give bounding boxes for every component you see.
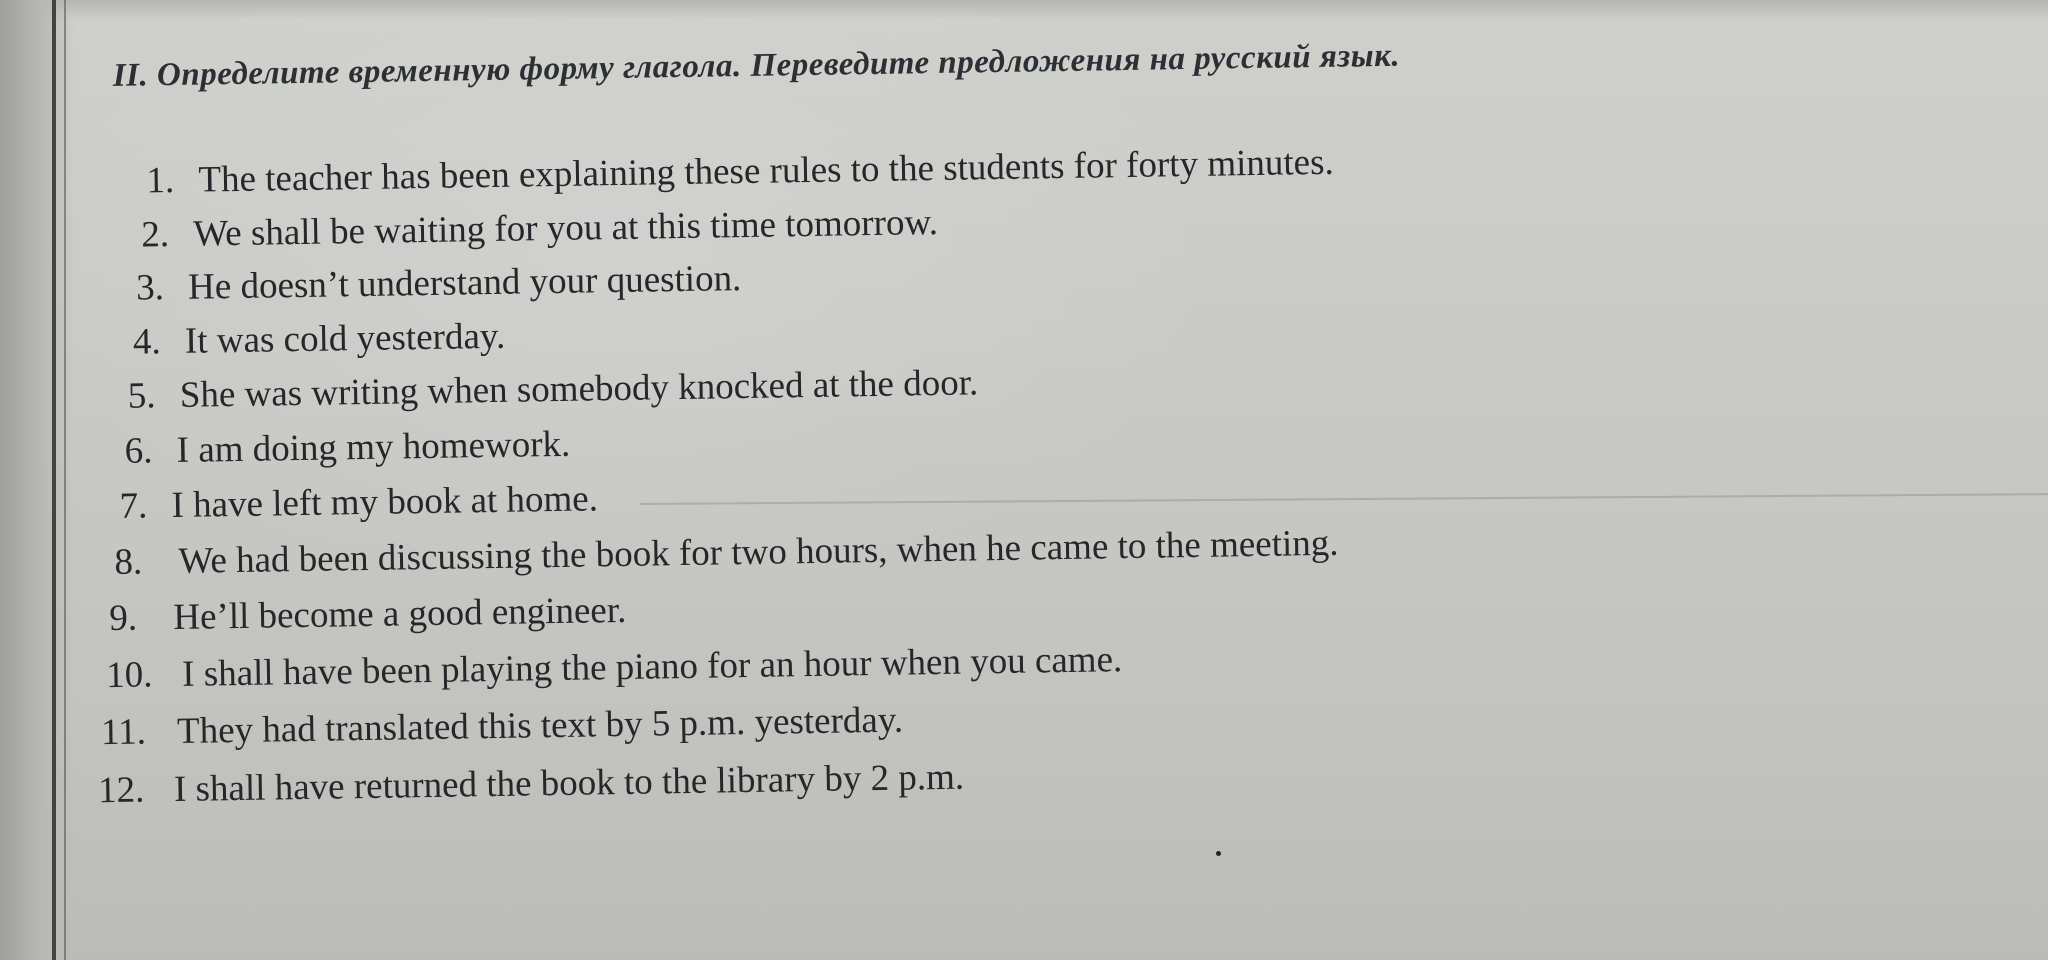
sentence-2 xyxy=(141,201,938,257)
exercise-heading: II. Определите временную форму глагола. Переведите предложения на русский язык. xyxy=(112,37,1401,94)
sentence-4 xyxy=(133,315,506,364)
sentence-text: It was cold yesterday. xyxy=(184,315,506,362)
sentence-12 xyxy=(98,756,965,813)
sentence-text: I shall have returned the book to the library by 2 p.m. xyxy=(173,756,965,811)
sentence-text: They had translated this text by 5 p.m. yesterday. xyxy=(176,699,904,752)
sentence-number: 4. xyxy=(132,321,162,363)
sentence-text: He doesn’t understand your question. xyxy=(187,258,742,308)
sentence-8 xyxy=(114,522,1339,584)
sentence-number: 1. xyxy=(146,159,175,202)
sentence-text: I have left my book at home. xyxy=(171,478,599,527)
sentence-number: 7. xyxy=(119,485,148,527)
sentence-number: 10. xyxy=(105,654,153,697)
sentence-text: I am doing my homework. xyxy=(176,423,571,471)
sentence-number: 2. xyxy=(140,214,170,256)
sentence-text: She was writing when somebody knocked at the door. xyxy=(179,362,979,416)
sentence-text: I shall have been playing the piano for an hour when you came. xyxy=(181,639,1123,695)
sentence-number: 12. xyxy=(97,769,145,812)
sentence-number: 5. xyxy=(127,375,156,417)
sentence-11 xyxy=(101,699,904,755)
sentence-number: 8. xyxy=(114,541,143,583)
sentence-9 xyxy=(109,589,627,640)
sentence-text: The teacher has been explaining these rules to the students for forty minutes. xyxy=(198,141,1334,201)
sentence-number: 11. xyxy=(100,711,147,754)
sentence-5 xyxy=(127,361,978,417)
sentence-text: He’ll become a good engineer. xyxy=(172,589,627,639)
sentence-number: 3. xyxy=(135,267,165,309)
sentence-text: We had been discussing the book for two hours, when he came to the meeting. xyxy=(178,522,1339,582)
sentence-number: 9. xyxy=(109,597,138,640)
sentence-text: We shall be waiting for you at this time tomorrow. xyxy=(192,201,939,255)
sentence-10 xyxy=(106,638,1123,697)
sentence-number: 6. xyxy=(124,430,153,472)
sentence-6 xyxy=(124,423,570,473)
sentence-3 xyxy=(136,257,742,310)
sentence-7 xyxy=(119,477,598,528)
ink-speck xyxy=(1216,851,1221,856)
sentence-1 xyxy=(146,141,1334,203)
